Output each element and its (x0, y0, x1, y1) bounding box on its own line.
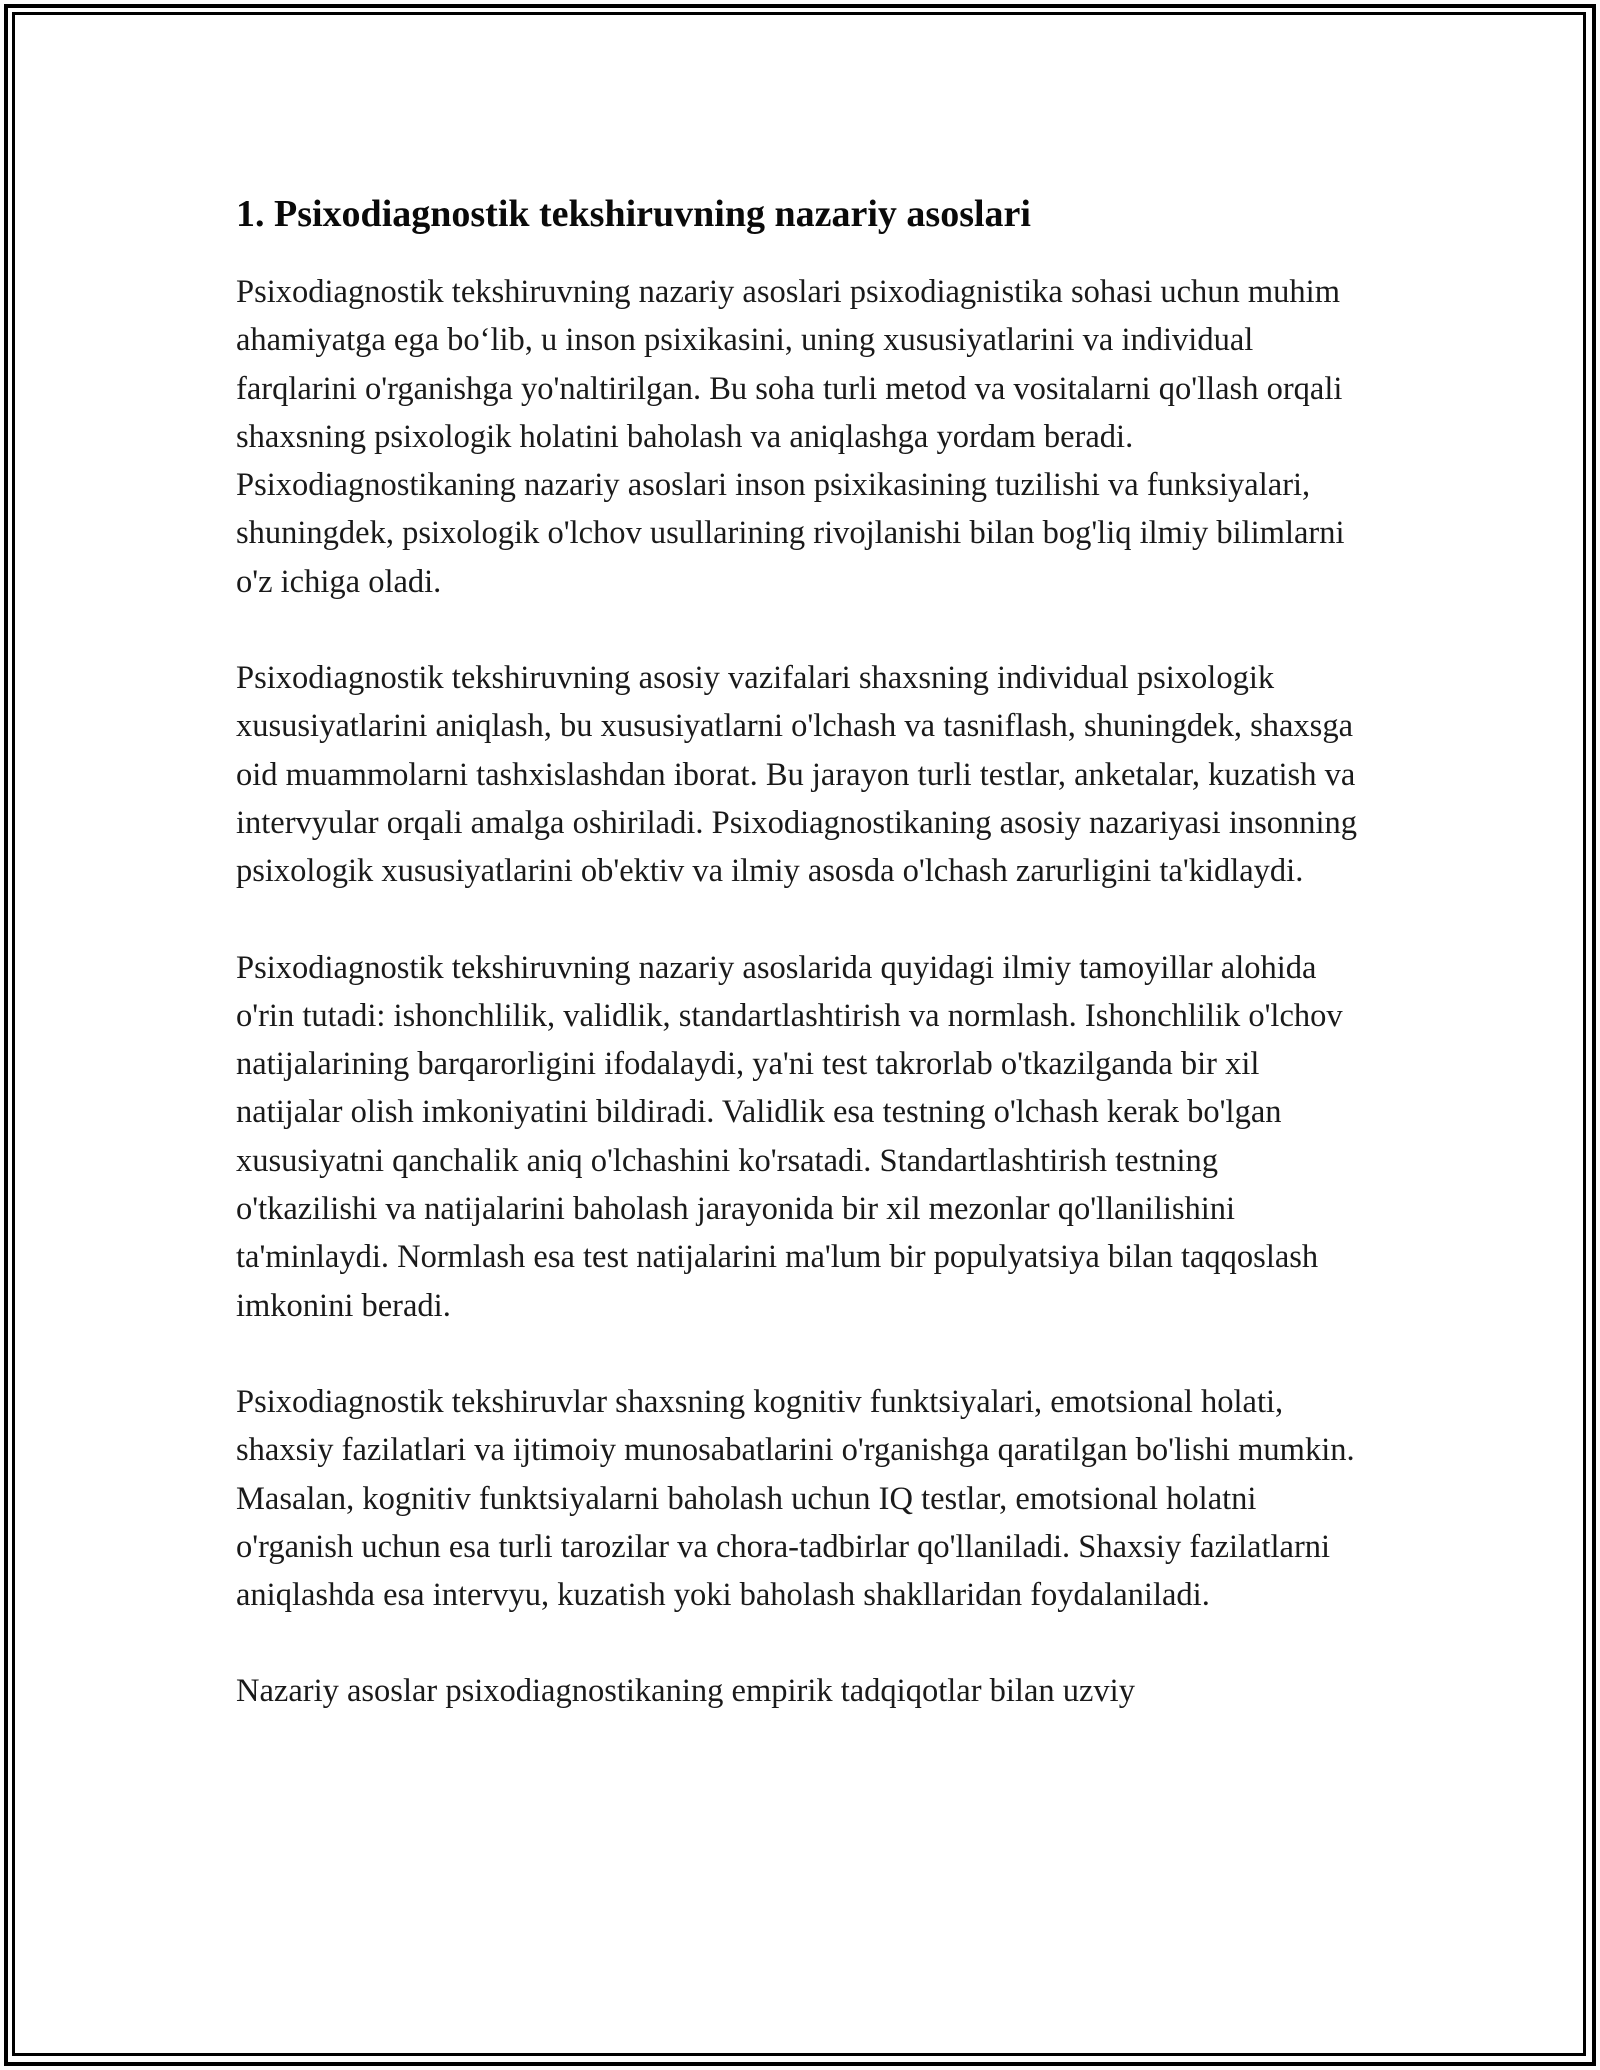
paragraph-5: Nazariy asoslar psixodiagnostikaning empirik tadqiqotlar bilan uzviy (236, 1673, 1135, 1710)
document-body (236, 188, 1366, 1764)
paragraph-4: Psixodiagnostik tekshiruvlar shaxsning kognitiv funktsiyalari, emotsional holati, shaxsiy fazilatlari va ijtimoiy munosabatlarini o'rganishga qaratilgan bo'lishi mumkin. Masalan, kognitiv funktsiyalarni baholash uchun IQ testlar, emotsional holatni o'rganish uchun esa turli tarozilar va chora-tadbirlar qo'llaniladi. Shaxsiy fazilatlarni aniqlashda esa intervyu, kuzatish yoki baholash shakllaridan foydalaniladi. (236, 1383, 1355, 1614)
paragraph-3: Psixodiagnostik tekshiruvning nazariy asoslarida quyidagi ilmiy tamoyillar alohida o'rin tutadi: ishonchlilik, validlik, standartlashtirish va normlash. Ishonchlilik o'lchov natijalarining barqarorligini ifodalaydi, ya'ni test takrorlab o'tkazilganda bir xil natijalar olish imkoniyatini bildiradi. Validlik esa testning o'lchash kerak bo'lgan xususiyatni qanchalik aniq o'lchashini ko'rsatadi. Standartlashtirish testning o'tkazilishi va natijalarini baholash jarayonida bir xil mezonlar qo'llanilishini ta'minlaydi. Normlash esa test natijalarini ma'lum bir populyatsiya bilan taqqoslash imkonini beradi. (236, 949, 1343, 1324)
section-heading: 1. Psixodiagnostik tekshiruvning nazariy asoslari (236, 193, 1031, 235)
paragraph-1: Psixodiagnostik tekshiruvning nazariy asoslari psixodiagnistika sohasi uchun muhim ahamiyatga ega bo‘lib, u inson psixikasini, uning xususiyatlarini va individual farqlarini o'rganishga yo'naltirilgan. Bu soha turli metod va vositalarni qo'llash orqali shaxsning psixologik holatini baholash va aniqlashga yordam beradi. Psixodiagnostikaning nazariy asoslari inson psixikasining tuzilishi va funksiyalari, shuningdek, psixologik o'lchov usullarining rivojlanishi bilan bog'liq ilmiy bilimlarni o'z ichiga oladi. (236, 274, 1345, 600)
paragraph-2: Psixodiagnostik tekshiruvning asosiy vazifalari shaxsning individual psixologik xususiyatlarini aniqlash, bu xususiyatlarni o'lchash va tasniflash, shuningdek, shaxsga oid muammolarni tashxislashdan iborat. Bu jarayon turli testlar, anketalar, kuzatish va intervyular orqali amalga oshiriladi. Psixodiagnostikaning asosiy nazariyasi insonning psixologik xususiyatlarini ob'ektiv va ilmiy asosda o'lchash zarurligini ta'kidlaydi. (236, 660, 1358, 890)
